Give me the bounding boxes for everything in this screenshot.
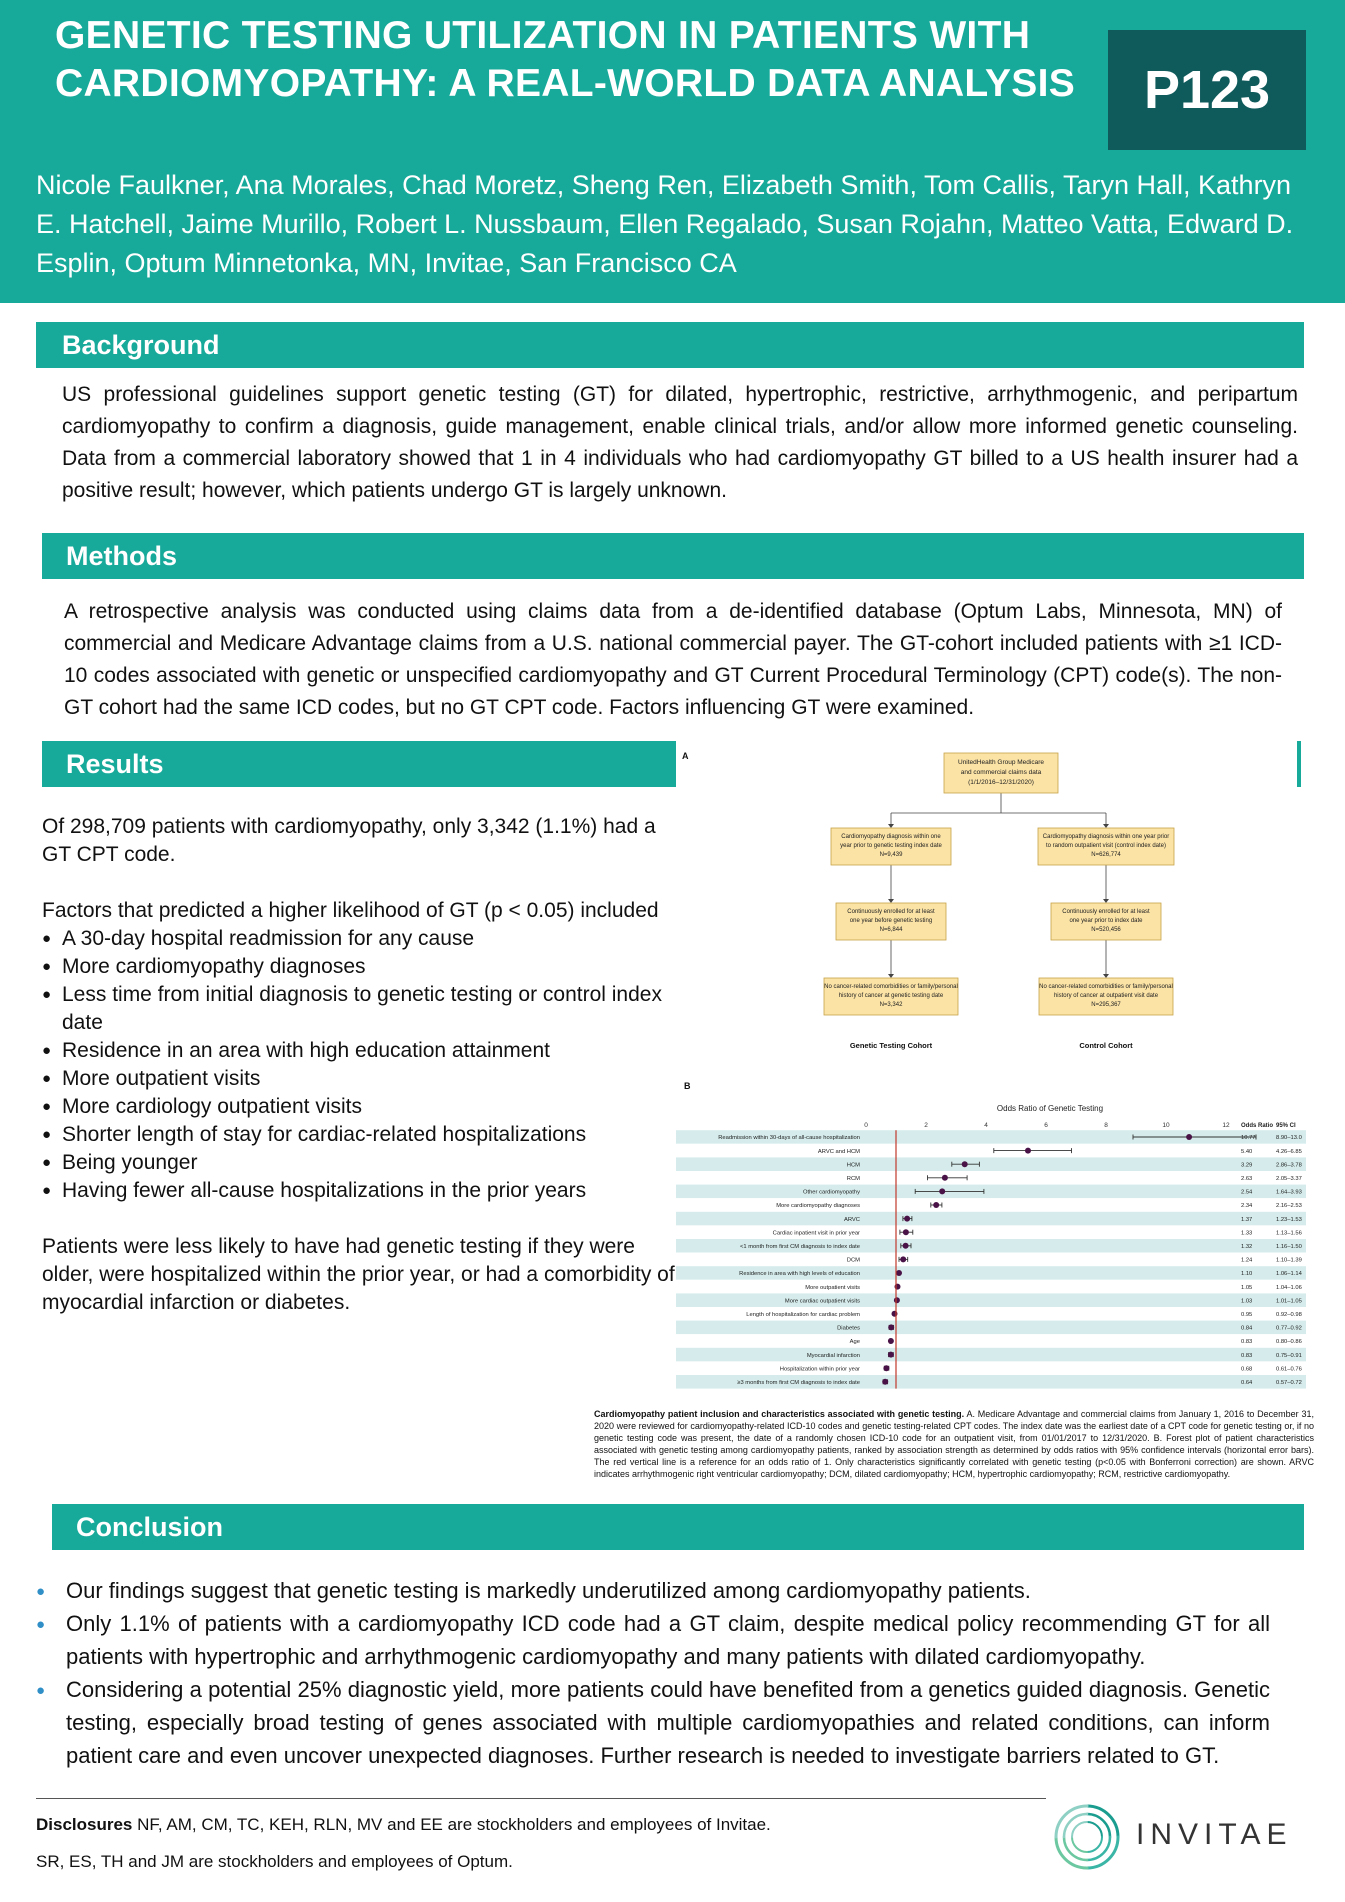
forest-row-band [676,1253,1306,1267]
forest-row-label: Length of hospitalization for cardiac problem [746,1312,860,1318]
forest-ci-value: 1.10–1.39 [1276,1257,1302,1264]
forest-ci-value: 2.86–3.78 [1276,1162,1302,1169]
list-item: ● A 30-day hospital readmission for any cause [42,925,682,953]
methods-text: A retrospective analysis was conducted using claims data from a de-identified database (Optum Labs, Minnesota, MN) of commercial and Medicare Advantage claims from a U.S. national commercial payer. The GT-cohort included patients with ≥1 ICD-10 codes associated with genetic or unspecified cardiomyopathy and GT Current Procedural Terminology (CPT) code(s). The non-GT cohort had the same ICD codes, but no GT CPT code. Factors influencing GT were examined. [64,600,1282,719]
x-tick-label: 12 [1222,1122,1230,1129]
forest-ci-value: 0.77–0.92 [1276,1325,1302,1332]
results-summary: Of 298,709 patients with cardiomyopathy, only 3,342 (1.1%) had a GT CPT code. [42,815,656,866]
forest-ci-value: 2.05–3.37 [1276,1176,1302,1182]
results-predictors-intro: Factors that predicted a higher likelihood of GT (p < 0.05) included [42,899,659,922]
forest-row-label: HCM [846,1162,860,1169]
odds-ratio-point [882,1379,888,1385]
caption-body: A. Medicare Advantage and commercial claims from January 1, 2016 to December 31, 2020 were reviewed for cardiomyopathy-related ICD-10 codes and genetic testing-related CPT codes. The index date was the earliest date of a CPT code for genetic testing or, if no genetic testing code was present, the date of a randomly chosen ICD-10 code for an outpatient visit, from 01/01/2017 to 12/31/2020. B. Forest plot of patient characteristics associated with genetic testing among cardiomyopathy patients, ranked by association strength as determined by odds ratios with 95% confidence intervals (horizontal error bars). The red vertical line is a reference for an odds ratio of 1. Only characteristics significantly correlated with genetic testing (p<0.05 with Bonferroni correction) are shown. ARVC indicates arrhythmogenic right ventricular cardiomyopathy; DCM, dilated cardiomyopathy; HCM, hypertrophic cardiomyopathy; RCM, restrictive cardiomyopathy. [594,1409,1314,1479]
control-cohort-label: Control Cohort [1079,1041,1133,1050]
forest-row-label: ARVC and HCM [817,1148,860,1155]
forest-row-band [676,1171,1306,1185]
odds-ratio-point [962,1161,968,1167]
caption-title: Cardiomyopathy patient inclusion and characteristics associated with genetic testing. [594,1409,965,1419]
disclosures-line-1 [36,1815,771,1835]
forest-or-value: 0.68 [1241,1366,1253,1373]
forest-row-band [676,1293,1306,1307]
forest-x-axis [864,1122,1230,1129]
forest-row-band [676,1334,1306,1348]
forest-ci-value: 0.92–0.98 [1276,1312,1302,1318]
forest-or-value: 0.84 [1241,1325,1253,1332]
forest-ci-value: 2.16–2.53 [1276,1203,1302,1210]
invitae-wordmark: INVITAE [1136,1818,1293,1851]
poster-title: GENETIC TESTING UTILIZATION IN PATIENTS WITH CARDIOMYOPATHY: A REAL-WORLD DATA ANALYSIS [55,14,1076,105]
forest-row-label: More cardiomyopathy diagnoses [776,1203,860,1210]
forest-or-value: 1.37 [1241,1216,1253,1223]
flow-text: Cardiomyopathy diagnosis within one [841,834,941,840]
forest-row-band [676,1144,1306,1158]
invitae-spiral-logo-icon [1050,1800,1124,1874]
forest-or-value: 2.54 [1241,1189,1253,1196]
odds-ratio-point [888,1352,894,1358]
forest-row-band [676,1225,1306,1239]
forest-plot [676,1075,1306,1400]
forest-row-label: Other cardiomyopathy [802,1189,860,1196]
forest-ci-value: 1.06–1.14 [1276,1271,1302,1278]
forest-row-band [676,1212,1306,1226]
author-list: Nicole Faulkner, Ana Morales, Chad Moretz, Sheng Ren, Elizabeth Smith, Tom Callis, Taryn Hall, Kathryn E. Hatchell, Jaime Murillo, Robert L. Nussbaum, Ellen Regalado, Susan Rojahn, Matteo Vatta, Edward D. Esplin, Optum Minnetonka, MN, Invitae, San Francisco CA [36,170,1294,278]
forest-rows [676,1130,1306,1388]
cohort-flowchart [676,745,1316,1057]
flow-text: Continuously enrolled for at least [847,909,935,915]
forest-title: Odds Ratio of Genetic Testing [996,1104,1104,1113]
list-item: ● More cardiomyopathy diagnoses [42,953,682,981]
forest-row-label: ARVC [843,1216,860,1223]
list-item: ● Only 1.1% of patients with a cardiomyopathy ICD code had a GT claim, despite medical policy recommending GT for all patients with hypertrophic and arrhythmogenic cardiomyopathy and many patients with dilated cardiomyopathy. [30,1607,1270,1673]
flow-text: N=520,456 [1091,927,1121,933]
forest-or-value: 0.83 [1241,1352,1253,1359]
forest-row-label: Cardiac inpatient visit in prior year [772,1230,860,1237]
forest-or-value: 2.63 [1241,1176,1253,1182]
panel-b-label: B [684,1081,691,1091]
forest-ci-value: 0.80–0.86 [1276,1339,1302,1346]
forest-ci-value: 0.57–0.72 [1276,1380,1302,1386]
forest-row-band [676,1280,1306,1294]
flow-text: history of cancer at genetic testing date [838,993,944,999]
results-text [42,813,682,1317]
flow-connectors [891,793,1106,977]
forest-row-label: More outpatient visits [805,1284,860,1291]
x-tick-label: 6 [1044,1122,1048,1129]
list-item: ● More outpatient visits [42,1065,682,1093]
odds-ratio-point [888,1338,894,1344]
forest-ci-value: 0.61–0.76 [1276,1366,1302,1373]
forest-ci-value: 1.16–1.50 [1276,1244,1302,1250]
forest-ci-value: 1.64–3.93 [1276,1189,1302,1196]
panel-a-label: A [682,751,689,761]
forest-row-label: Readmission within 30-days of all-cause hospitalization [718,1135,860,1142]
forest-ci-value: 1.04–1.06 [1276,1284,1302,1291]
disclosures-label: Disclosures [36,1815,133,1834]
forest-or-value: 1.32 [1241,1244,1253,1250]
odds-ratio-point [894,1297,900,1303]
footer-divider [36,1798,1046,1799]
forest-row-label: Hospitalization within prior year [779,1366,860,1373]
forest-or-value: 0.95 [1241,1312,1253,1318]
odds-ratio-point [1025,1148,1031,1154]
flow-text: one year prior to index date [1069,918,1143,924]
forest-or-value: 3.29 [1241,1162,1253,1169]
forest-row-band [676,1185,1306,1199]
forest-or-value: 10.77 [1241,1135,1256,1142]
odds-ratio-point [903,1229,909,1235]
forest-or-value: 2.34 [1241,1203,1253,1210]
flow-source-line: (1/1/2016–12/31/2020) [968,779,1034,786]
flow-text: Continuously enrolled for at least [1062,909,1150,915]
list-item: ● Having fewer all-cause hospitalizations in the prior years [42,1177,682,1205]
forest-row-label: <1 month from first CM diagnosis to index date [739,1244,860,1250]
figure-caption [594,1408,1314,1480]
results-negative-factors: Patients were less likely to have had genetic testing if they were older, were hospitalized within the prior year, or had a comorbidity of myocardial infarction or diabetes. [42,1235,675,1314]
odds-ratio-point [888,1324,894,1330]
flow-text: No cancer-related comorbidities or family/personal [824,984,958,990]
background-heading: Background [36,322,1304,368]
list-item: ● Being younger [42,1149,682,1177]
forest-ci-value: 1.23–1.53 [1276,1216,1302,1223]
odds-ratio-point [1186,1134,1192,1140]
forest-row-label: RCM [846,1176,860,1182]
list-item: ● Our findings suggest that genetic testing is markedly underutilized among cardiomyopathy patients. [30,1574,1270,1607]
flow-text: one year before genetic testing [849,918,933,924]
results-predictor-list [42,925,682,1205]
forest-ci-value: 1.01–1.05 [1276,1298,1302,1305]
forest-row-label: ≥3 months from first CM diagnosis to index date [737,1380,860,1386]
forest-ci-value: 8.90–13.0 [1276,1135,1302,1142]
methods-heading: Methods [42,533,1304,579]
conclusion-list [30,1574,1270,1772]
flow-text: to random outpatient visit (control index date) [1045,843,1167,849]
forest-row-label: Diabetes [837,1325,860,1332]
forest-ci-value: 0.75–0.91 [1276,1352,1302,1359]
odds-ratio-point [900,1256,906,1262]
x-tick-label: 10 [1162,1122,1170,1129]
forest-row-band [676,1361,1306,1375]
flow-text: year prior to genetic testing index date [840,843,942,849]
forest-row-band [676,1198,1306,1212]
flow-text: Cardiomyopathy diagnosis within one year prior [1042,834,1170,840]
flow-text: No cancer-related comorbidities or family/personal [1039,984,1173,990]
forest-or-value: 1.03 [1241,1298,1253,1305]
odds-ratio-point [903,1243,909,1249]
odds-ratio-point [942,1175,948,1181]
conclusion-heading: Conclusion [52,1504,1304,1550]
forest-row-label: Residence in area with high levels of education [739,1271,860,1278]
odds-ratio-point [896,1270,902,1276]
flow-source-line: and commercial claims data [960,769,1042,776]
forest-or-value: 1.33 [1241,1230,1253,1237]
forest-ci-value: 1.13–1.56 [1276,1230,1302,1237]
flow-text: N=3,342 [879,1002,903,1008]
flow-text: history of cancer at outpatient visit date [1053,993,1159,999]
flow-source-line: UnitedHealth Group Medicare [958,759,1044,766]
col-header-ci: 95% CI [1276,1123,1296,1129]
background-text: US professional guidelines support genetic testing (GT) for dilated, hypertrophic, restrictive, arrhythmogenic, and peripartum cardiomyopathy to confirm a diagnosis, guide management, enable clinical trials, and/or allow more informed genetic counseling. Data from a commercial laboratory showed that 1 in 4 individuals who had cardiomyopathy GT billed to a US health insurer had a positive result; however, which patients undergo GT is largely unknown. [62,383,1298,502]
x-tick-label: 0 [864,1122,868,1129]
forest-row-label: Myocardial infarction [806,1352,860,1359]
forest-ci-value: 4.26–6.85 [1276,1148,1302,1155]
list-item: ● Shorter length of stay for cardiac-related hospitalizations [42,1121,682,1149]
list-item: ● Residence in an area with high education attainment [42,1037,682,1065]
odds-ratio-point [904,1216,910,1222]
results-heading: Results [42,741,678,787]
flow-text: N=295,367 [1091,1002,1121,1008]
x-tick-label: 2 [924,1122,928,1129]
forest-or-value: 1.05 [1241,1284,1253,1291]
x-tick-label: 4 [984,1122,988,1129]
flow-text: N=6,844 [879,927,903,933]
forest-row-label: DCM [846,1257,860,1264]
forest-or-value: 0.64 [1241,1380,1253,1386]
poster-code-badge: P123 [1108,30,1306,150]
forest-row-label: Age [849,1339,860,1346]
disclosures-line-2: SR, ES, TH and JM are stockholders and employees of Optum. [36,1852,513,1871]
x-tick-label: 8 [1104,1122,1108,1129]
flow-text: N=626,774 [1091,852,1121,858]
forest-row-label: More cardiac outpatient visits [784,1298,860,1305]
list-item: ● Considering a potential 25% diagnostic yield, more patients could have benefited from a genetics guided diagnosis. Genetic testing, especially broad testing of genes associated with multiple cardiomyopathies and related conditions, can inform patient care and even uncover unexpected diagnoses. Further research is needed to investigate barriers related to GT. [30,1673,1270,1772]
odds-ratio-point [883,1365,889,1371]
forest-or-value: 1.10 [1241,1271,1253,1278]
col-header-or: Odds Ratio [1241,1123,1274,1129]
forest-or-value: 0.83 [1241,1339,1253,1346]
list-item: ● Less time from initial diagnosis to genetic testing or control index date [42,981,682,1037]
forest-or-value: 1.24 [1241,1257,1253,1264]
disclosures-text: NF, AM, CM, TC, KEH, RLN, MV and EE are stockholders and employees of Invitae. [132,1815,771,1834]
gt-cohort-label: Genetic Testing Cohort [849,1041,933,1050]
forest-or-value: 5.40 [1241,1148,1253,1155]
forest-row-band [676,1157,1306,1171]
odds-ratio-point [933,1202,939,1208]
forest-row-band [676,1321,1306,1335]
odds-ratio-point [939,1188,945,1194]
list-item: ● More cardiology outpatient visits [42,1093,682,1121]
flow-text: N=9,439 [879,852,903,858]
forest-row-band [676,1348,1306,1362]
